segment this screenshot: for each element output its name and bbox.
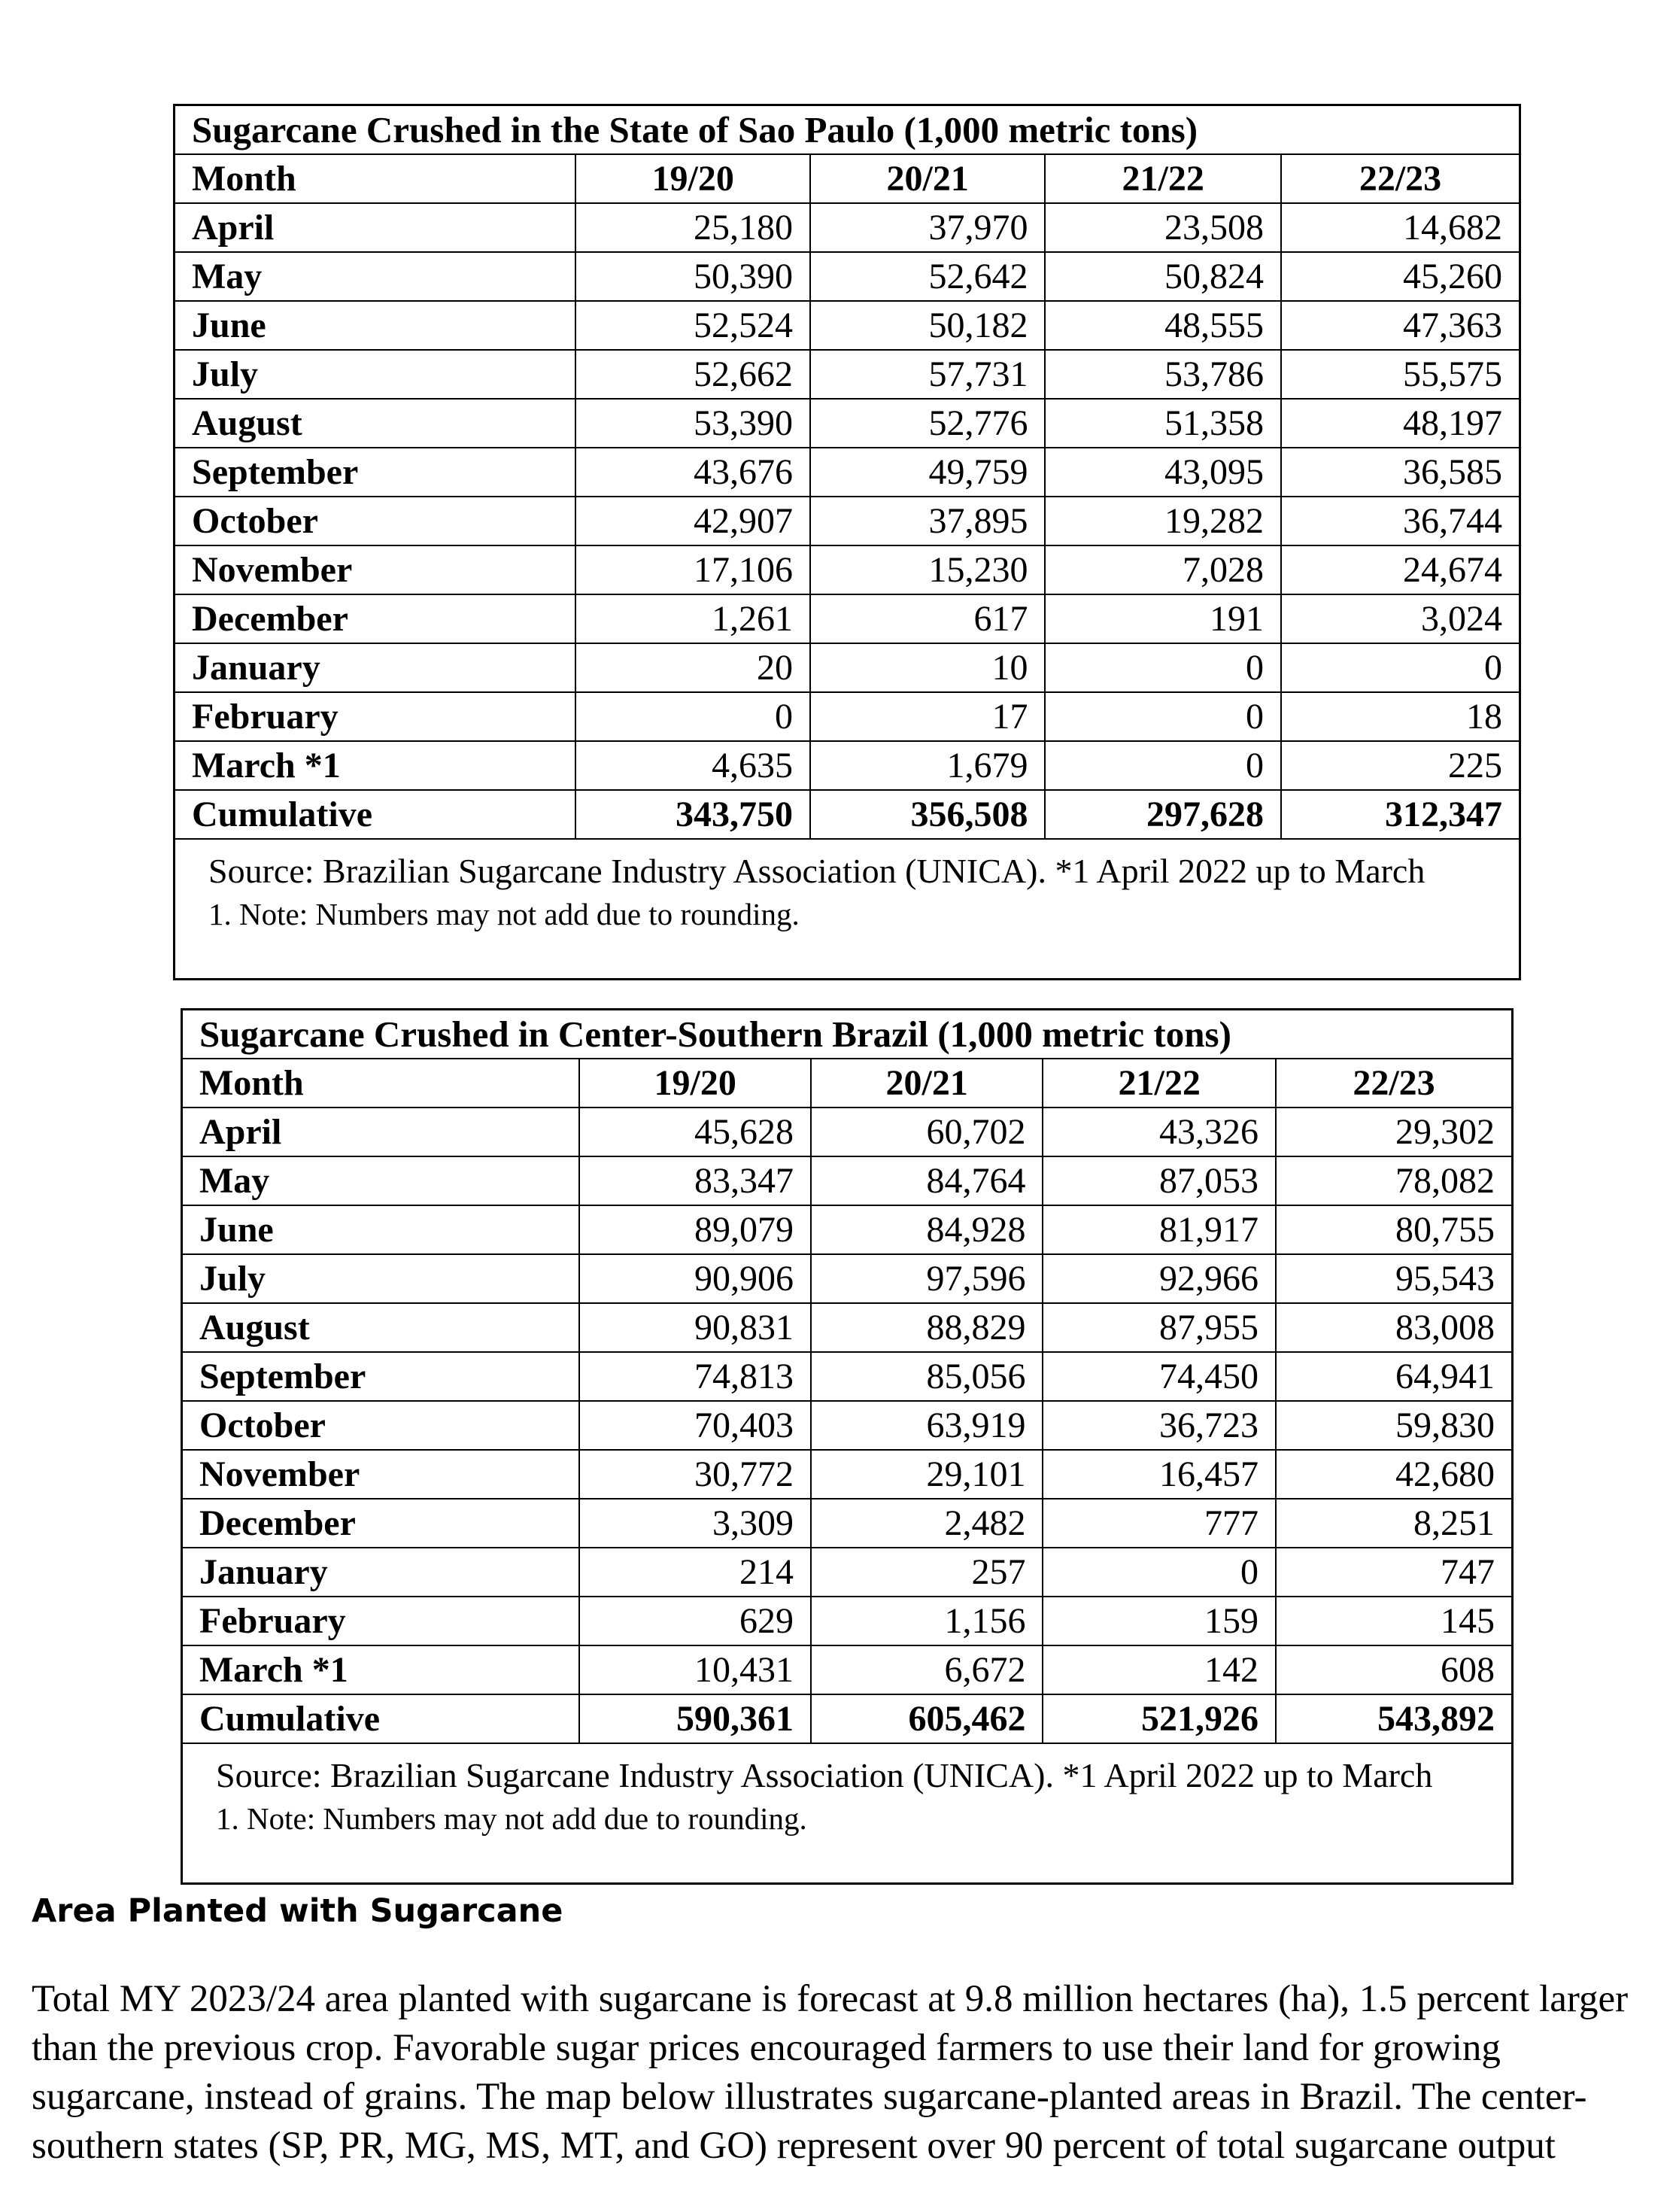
value-cell: 3,024 [1281, 594, 1520, 643]
month-cell: February [182, 1597, 580, 1645]
month-cell: November [182, 1450, 580, 1499]
table-row [182, 1548, 1513, 1597]
value-cell: 90,831 [579, 1303, 811, 1352]
value-cell: 19,282 [1045, 497, 1281, 545]
table-title-row [182, 1010, 1513, 1059]
value-cell: 47,363 [1281, 301, 1520, 350]
value-cell: 55,575 [1281, 350, 1520, 399]
value-cell: 297,628 [1045, 790, 1281, 839]
value-cell: 90,906 [579, 1254, 811, 1303]
value-cell: 50,390 [575, 252, 810, 301]
value-cell: 37,895 [810, 497, 1046, 545]
table-row [175, 692, 1520, 741]
value-cell: 15,230 [810, 545, 1046, 594]
value-cell: 97,596 [811, 1254, 1043, 1303]
value-cell: 1,156 [811, 1597, 1043, 1645]
table-row [182, 1205, 1513, 1254]
header-22-23: 22/23 [1281, 154, 1520, 203]
value-cell: 777 [1043, 1499, 1276, 1548]
table-row [182, 1108, 1513, 1156]
value-cell: 89,079 [579, 1205, 811, 1254]
table-source-note [175, 839, 1520, 980]
table-row [182, 1597, 1513, 1645]
header-month: Month [182, 1059, 580, 1108]
value-cell: 605,462 [811, 1694, 1043, 1743]
sao-paulo-crush-table [173, 104, 1521, 980]
month-cell: August [182, 1303, 580, 1352]
value-cell: 24,674 [1281, 545, 1520, 594]
value-cell: 0 [1045, 643, 1281, 692]
value-cell: 312,347 [1281, 790, 1520, 839]
value-cell: 51,358 [1045, 399, 1281, 448]
value-cell: 70,403 [579, 1401, 811, 1450]
value-cell: 159 [1043, 1597, 1276, 1645]
value-cell: 52,642 [810, 252, 1046, 301]
value-cell: 52,524 [575, 301, 810, 350]
rounding-note: 1. Note: Numbers may not add due to rounding. [216, 1801, 807, 1836]
value-cell: 50,182 [810, 301, 1046, 350]
value-cell: 16,457 [1043, 1450, 1276, 1499]
month-cell: October [175, 497, 576, 545]
month-cell: July [175, 350, 576, 399]
value-cell: 87,955 [1043, 1303, 1276, 1352]
month-cell: July [182, 1254, 580, 1303]
value-cell: 53,390 [575, 399, 810, 448]
table-header-row [182, 1059, 1513, 1108]
month-cell: May [182, 1156, 580, 1205]
value-cell: 590,361 [579, 1694, 811, 1743]
value-cell: 43,676 [575, 448, 810, 497]
month-cell: August [175, 399, 576, 448]
value-cell: 2,482 [811, 1499, 1043, 1548]
value-cell: 80,755 [1276, 1205, 1513, 1254]
value-cell: 0 [1281, 643, 1520, 692]
value-cell: 6,672 [811, 1645, 1043, 1694]
value-cell: 521,926 [1043, 1694, 1276, 1743]
month-cell: October [182, 1401, 580, 1450]
source-text: Source: Brazilian Sugarcane Industry Association (UNICA). *1 April 2022 up to March [216, 1756, 1433, 1794]
month-cell: January [182, 1548, 580, 1597]
value-cell: 257 [811, 1548, 1043, 1597]
value-cell: 64,941 [1276, 1352, 1513, 1401]
month-cell: May [175, 252, 576, 301]
header-19-20: 19/20 [579, 1059, 811, 1108]
table-row [182, 1254, 1513, 1303]
source-row [182, 1743, 1513, 1884]
table-row [175, 497, 1520, 545]
value-cell: 7,028 [1045, 545, 1281, 594]
value-cell: 10 [810, 643, 1046, 692]
value-cell: 60,702 [811, 1108, 1043, 1156]
month-cell: March *1 [182, 1645, 580, 1694]
value-cell: 0 [1043, 1548, 1276, 1597]
table-row [175, 350, 1520, 399]
header-21-22: 21/22 [1043, 1059, 1276, 1108]
table-title: Sugarcane Crushed in the State of Sao Paulo (1,000 metric tons) [175, 105, 1520, 155]
month-cell: January [175, 643, 576, 692]
value-cell: 8,251 [1276, 1499, 1513, 1548]
value-cell: 49,759 [810, 448, 1046, 497]
value-cell: 81,917 [1043, 1205, 1276, 1254]
value-cell: 52,776 [810, 399, 1046, 448]
table-row [182, 1401, 1513, 1450]
table-row [175, 594, 1520, 643]
value-cell: 43,095 [1045, 448, 1281, 497]
value-cell: 17,106 [575, 545, 810, 594]
value-cell: 84,764 [811, 1156, 1043, 1205]
table-row [175, 399, 1520, 448]
value-cell: 45,260 [1281, 252, 1520, 301]
table-row [175, 448, 1520, 497]
value-cell: 57,731 [810, 350, 1046, 399]
value-cell: 142 [1043, 1645, 1276, 1694]
table-row [175, 252, 1520, 301]
table-row [182, 1645, 1513, 1694]
value-cell: 17 [810, 692, 1046, 741]
table-row [182, 1499, 1513, 1548]
value-cell: 85,056 [811, 1352, 1043, 1401]
table-title: Sugarcane Crushed in Center-Southern Brazil (1,000 metric tons) [182, 1010, 1513, 1059]
value-cell: 63,919 [811, 1401, 1043, 1450]
value-cell: 29,101 [811, 1450, 1043, 1499]
value-cell: 74,450 [1043, 1352, 1276, 1401]
center-south-crush-table [181, 1008, 1514, 1885]
value-cell: 83,008 [1276, 1303, 1513, 1352]
value-cell: 343,750 [575, 790, 810, 839]
value-cell: 0 [575, 692, 810, 741]
month-cell: September [182, 1352, 580, 1401]
value-cell: 18 [1281, 692, 1520, 741]
value-cell: 20 [575, 643, 810, 692]
month-cell: June [182, 1205, 580, 1254]
value-cell: 42,680 [1276, 1450, 1513, 1499]
header-19-20: 19/20 [575, 154, 810, 203]
month-cell: March *1 [175, 741, 576, 790]
value-cell: 42,907 [575, 497, 810, 545]
month-cell: Cumulative [182, 1694, 580, 1743]
table-row [182, 1156, 1513, 1205]
table-header-row [175, 154, 1520, 203]
header-20-21: 20/21 [810, 154, 1046, 203]
value-cell: 83,347 [579, 1156, 811, 1205]
value-cell: 36,585 [1281, 448, 1520, 497]
value-cell: 4,635 [575, 741, 810, 790]
table-row [182, 1450, 1513, 1499]
header-22-23: 22/23 [1276, 1059, 1513, 1108]
month-cell: June [175, 301, 576, 350]
value-cell: 87,053 [1043, 1156, 1276, 1205]
value-cell: 36,723 [1043, 1401, 1276, 1450]
body-paragraph: Total MY 2023/24 area planted with sugarcane is forecast at 9.8 million hectares (ha), 1.5 percent larger than the previous crop. Favorable sugar prices encouraged farmers to use their land for growing sugarcane, instead of grains. The map below illustrates sugarcane-planted areas in Brazil. The center-southern states (SP, PR, MG, MS, MT, and GO) represent over 90 percent of total sugarcane output [32, 1978, 1629, 2167]
table-row [175, 741, 1520, 790]
source-text: Source: Brazilian Sugarcane Industry Association (UNICA). *1 April 2022 up to March [208, 852, 1426, 890]
value-cell: 1,679 [810, 741, 1046, 790]
table-row [175, 301, 1520, 350]
table-title-row [175, 105, 1520, 155]
value-cell: 29,302 [1276, 1108, 1513, 1156]
value-cell: 14,682 [1281, 203, 1520, 252]
header-21-22: 21/22 [1045, 154, 1281, 203]
table-row [175, 545, 1520, 594]
value-cell: 191 [1045, 594, 1281, 643]
table-row [182, 1303, 1513, 1352]
month-cell: November [175, 545, 576, 594]
table-row [175, 203, 1520, 252]
month-cell: September [175, 448, 576, 497]
value-cell: 78,082 [1276, 1156, 1513, 1205]
value-cell: 0 [1045, 692, 1281, 741]
value-cell: 214 [579, 1548, 811, 1597]
value-cell: 0 [1045, 741, 1281, 790]
value-cell: 1,261 [575, 594, 810, 643]
cumulative-row [175, 790, 1520, 839]
value-cell: 629 [579, 1597, 811, 1645]
month-cell: December [182, 1499, 580, 1548]
table-row [182, 1352, 1513, 1401]
month-cell: April [175, 203, 576, 252]
month-cell: Cumulative [175, 790, 576, 839]
section-heading: Area Planted with Sugarcane [32, 1892, 563, 1930]
value-cell: 92,966 [1043, 1254, 1276, 1303]
value-cell: 25,180 [575, 203, 810, 252]
value-cell: 50,824 [1045, 252, 1281, 301]
value-cell: 10,431 [579, 1645, 811, 1694]
value-cell: 30,772 [579, 1450, 811, 1499]
value-cell: 23,508 [1045, 203, 1281, 252]
value-cell: 747 [1276, 1548, 1513, 1597]
month-cell: December [175, 594, 576, 643]
month-cell: February [175, 692, 576, 741]
value-cell: 95,543 [1276, 1254, 1513, 1303]
source-row [175, 839, 1520, 980]
rounding-note: 1. Note: Numbers may not add due to rounding. [208, 897, 800, 931]
value-cell: 48,197 [1281, 399, 1520, 448]
value-cell: 52,662 [575, 350, 810, 399]
value-cell: 225 [1281, 741, 1520, 790]
header-20-21: 20/21 [811, 1059, 1043, 1108]
value-cell: 88,829 [811, 1303, 1043, 1352]
value-cell: 45,628 [579, 1108, 811, 1156]
value-cell: 543,892 [1276, 1694, 1513, 1743]
table-row [175, 643, 1520, 692]
value-cell: 59,830 [1276, 1401, 1513, 1450]
value-cell: 48,555 [1045, 301, 1281, 350]
value-cell: 84,928 [811, 1205, 1043, 1254]
value-cell: 145 [1276, 1597, 1513, 1645]
cumulative-row [182, 1694, 1513, 1743]
month-cell: April [182, 1108, 580, 1156]
value-cell: 53,786 [1045, 350, 1281, 399]
value-cell: 74,813 [579, 1352, 811, 1401]
value-cell: 36,744 [1281, 497, 1520, 545]
value-cell: 43,326 [1043, 1108, 1276, 1156]
table-source-note [182, 1743, 1513, 1884]
value-cell: 3,309 [579, 1499, 811, 1548]
value-cell: 356,508 [810, 790, 1046, 839]
value-cell: 617 [810, 594, 1046, 643]
header-month: Month [175, 154, 576, 203]
value-cell: 608 [1276, 1645, 1513, 1694]
value-cell: 37,970 [810, 203, 1046, 252]
